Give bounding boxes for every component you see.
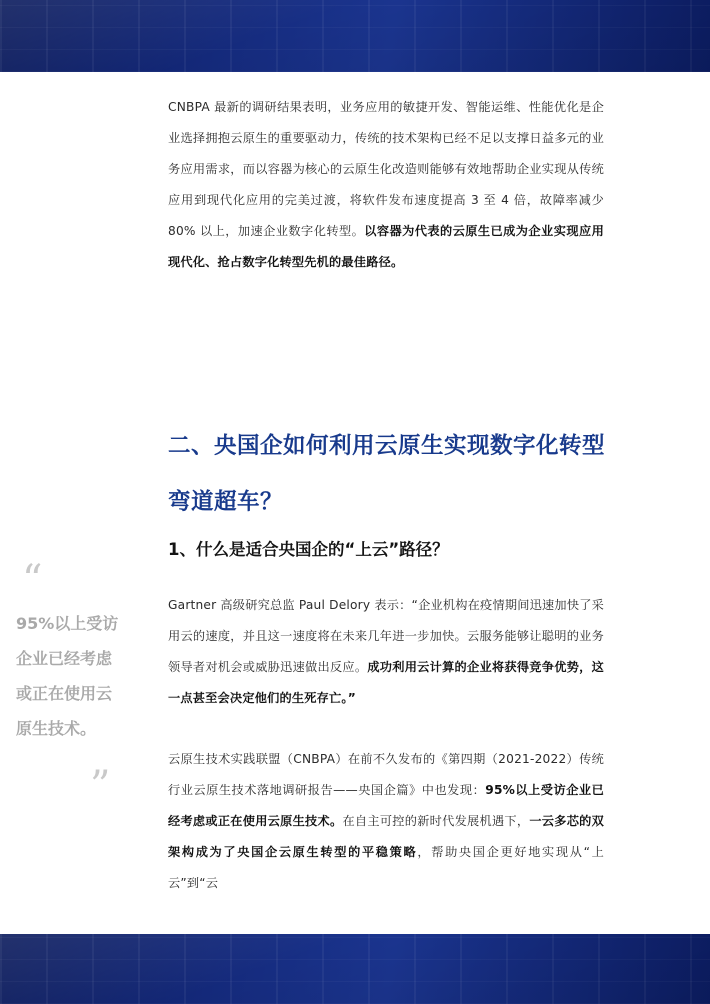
cnbpa-text-1: 云原生技术实践联盟（CNBPA）在前不久发布的《第四期（2021-2022）传统行业云原生技术落地调研报告——央国企篇》中也发现： [168, 752, 604, 797]
cnbpa-paragraph [168, 744, 604, 899]
section-heading: 二、央国企如何利用云原生实现数字化转型弯道超车？ [168, 433, 606, 515]
intro-paragraph [168, 92, 604, 278]
subheading: 1、什么是适合央国企的“上云”路径？ [168, 540, 449, 559]
quote-open-icon: “ [22, 557, 43, 603]
cnbpa-bold-1: 95%以上受访企业已经考虑或正在使用云原生技术。 [168, 783, 605, 828]
intro-bold-text: 以容器为代表的云原生已成为企业实现应用现代化、抢占数字化转型先机的最佳路径。 [168, 224, 604, 269]
gartner-text: Gartner 高级研究总监 Paul Delory 表示：“企业机构在疫情期间迅速加快了采用云的速度，并且这一速度将在未来几年进一步加快。云服务能够让聪明的业务领导者对机会或威胁迅速做出反应。 [168, 598, 604, 674]
quote-close-icon: ” [90, 763, 111, 809]
footer-banner [0, 934, 710, 1004]
cnbpa-bold-2: 一云多芯的双架构成为了央国企云原生转型的平稳策略 [168, 814, 605, 859]
pull-quote: 95%以上受访企业已经考虑或正在使用云原生技术。 [16, 614, 119, 738]
cnbpa-text-3: ，帮助央国企更好地实现从“上云”到“云 [168, 845, 604, 890]
gartner-bold-text: 成功利用云计算的企业将获得竞争优势，这一点甚至会决定他们的生死存亡。” [168, 660, 604, 705]
gartner-paragraph [168, 590, 604, 714]
cnbpa-text-2: 在自主可控的新时代发展机遇下， [342, 814, 530, 828]
header-banner [0, 0, 710, 72]
intro-text: CNBPA 最新的调研结果表明，业务应用的敏捷开发、智能运维、性能优化是企业选择拥抱云原生的重要驱动力，传统的技术架构已经不足以支撑日益多元的业务应用需求，而以容器为核心的云原生化改造则能够有效地帮助企业实现从传统应用到现代化应用的完美过渡，将软件发布速度提高 3 至 4 倍，故障率减少 80% 以上，加速企业数字化转型。 [168, 100, 604, 238]
